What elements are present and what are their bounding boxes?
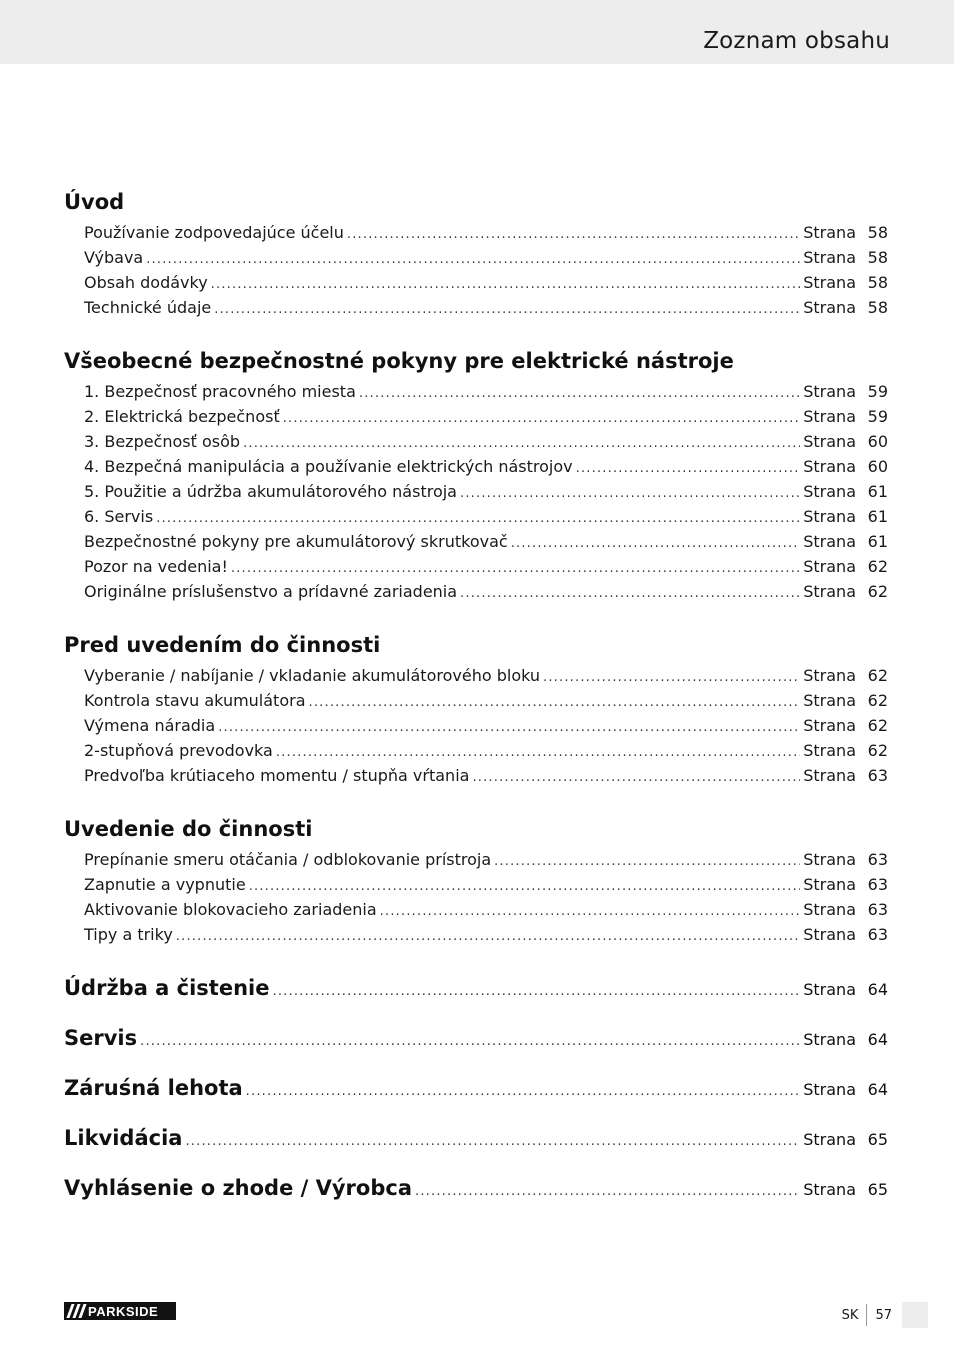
page-footer xyxy=(842,1302,928,1328)
toc-entry[interactable]: Bezpečnostné pokyny pre akumulátorový skrutkovač ..... Strana 61 xyxy=(64,529,888,554)
page-number: 57 xyxy=(875,1307,892,1323)
toc-entry[interactable]: 4. Bezpečná manipulácia a používanie elektrických nástrojov ..... Strana 60 xyxy=(64,454,888,479)
toc-entry[interactable]: Obsah dodávky ..... Strana 58 xyxy=(64,270,888,295)
toc-entry[interactable]: Originálne príslušenstvo a prídavné zariadenia ..... Strana 62 xyxy=(64,579,888,604)
toc-entry[interactable]: 2. Elektrická bezpečnosť ..... Strana 59 xyxy=(64,404,888,429)
toc-entry[interactable]: Predvoľba krútiaceho momentu / stupňa vŕtania ..... Strana 63 xyxy=(64,763,888,788)
toc-entry[interactable]: Prepínanie smeru otáčania / odblokovanie prístroja ..... Strana 63 xyxy=(64,847,888,872)
toc-entry[interactable]: Výbava ..... Strana 58 xyxy=(64,245,888,270)
toc-entry[interactable]: Kontrola stavu akumulátora ..... Strana 62 xyxy=(64,688,888,713)
section-heading: Úvod xyxy=(64,190,125,214)
toc-section xyxy=(64,1172,888,1204)
toc-entry[interactable]: 1. Bezpečnosť pracovného miesta ..... Strana 59 xyxy=(64,379,888,404)
toc-entry[interactable]: Aktivovanie blokovacieho zariadenia ..... Strana 63 xyxy=(64,897,888,922)
section-heading[interactable]: Vyhlásenie o zhode / Výrobca ..... Strana 65 xyxy=(64,1172,888,1204)
toc-entry[interactable]: 5. Použitie a údržba akumulátorového nástroja ..... Strana 61 xyxy=(64,479,888,504)
toc-entry[interactable]: Vyberanie / nabíjanie / vkladanie akumulátorového bloku ..... Strana 62 xyxy=(64,663,888,688)
section-heading[interactable]: Likvidácia ..... Strana 65 xyxy=(64,1122,888,1154)
toc-section xyxy=(64,1072,888,1104)
toc-section xyxy=(64,972,888,1004)
toc-entry[interactable]: 3. Bezpečnosť osôb ..... Strana 60 xyxy=(64,429,888,454)
toc-section xyxy=(64,1022,888,1054)
toc-entry[interactable]: 2-stupňová prevodovka ..... Strana 62 xyxy=(64,738,888,763)
table-of-contents xyxy=(64,186,888,1222)
toc-section xyxy=(64,813,888,947)
section-heading: Všeobecné bezpečnostné pokyny pre elektrické nástroje xyxy=(64,349,734,373)
toc-section xyxy=(64,1122,888,1154)
section-heading[interactable]: Údržba a čistenie ..... Strana 64 xyxy=(64,972,888,1004)
section-heading: Pred uvedením do činnosti xyxy=(64,633,381,657)
toc-entry[interactable]: Technické údaje ..... Strana 58 xyxy=(64,295,888,320)
logo-stripes-icon xyxy=(64,1302,88,1320)
toc-entry[interactable]: Zapnutie a vypnutie ..... Strana 63 xyxy=(64,872,888,897)
toc-section xyxy=(64,345,888,604)
page-header xyxy=(0,0,954,64)
section-heading[interactable]: Záruśná lehota ..... Strana 64 xyxy=(64,1072,888,1104)
toc-entry[interactable]: Používanie zodpovedajúce účelu ..... Strana 58 xyxy=(64,220,888,245)
toc-entry[interactable]: 6. Servis ..... Strana 61 xyxy=(64,504,888,529)
footer-box xyxy=(902,1302,928,1328)
language-code: SK xyxy=(841,1307,859,1323)
toc-entry[interactable]: Pozor na vedenia! ..... Strana 62 xyxy=(64,554,888,579)
parkside-logo xyxy=(64,1302,176,1320)
toc-entry[interactable]: Tipy a triky ..... Strana 63 xyxy=(64,922,888,947)
section-heading[interactable]: Servis ..... Strana 64 xyxy=(64,1022,888,1054)
logo-text: PARKSIDE xyxy=(88,1303,159,1319)
toc-section xyxy=(64,629,888,788)
section-heading: Uvedenie do činnosti xyxy=(64,817,313,841)
page-title: Zoznam obsahu xyxy=(703,28,890,54)
toc-entry[interactable]: Výmena náradia ..... Strana 62 xyxy=(64,713,888,738)
toc-section xyxy=(64,186,888,320)
